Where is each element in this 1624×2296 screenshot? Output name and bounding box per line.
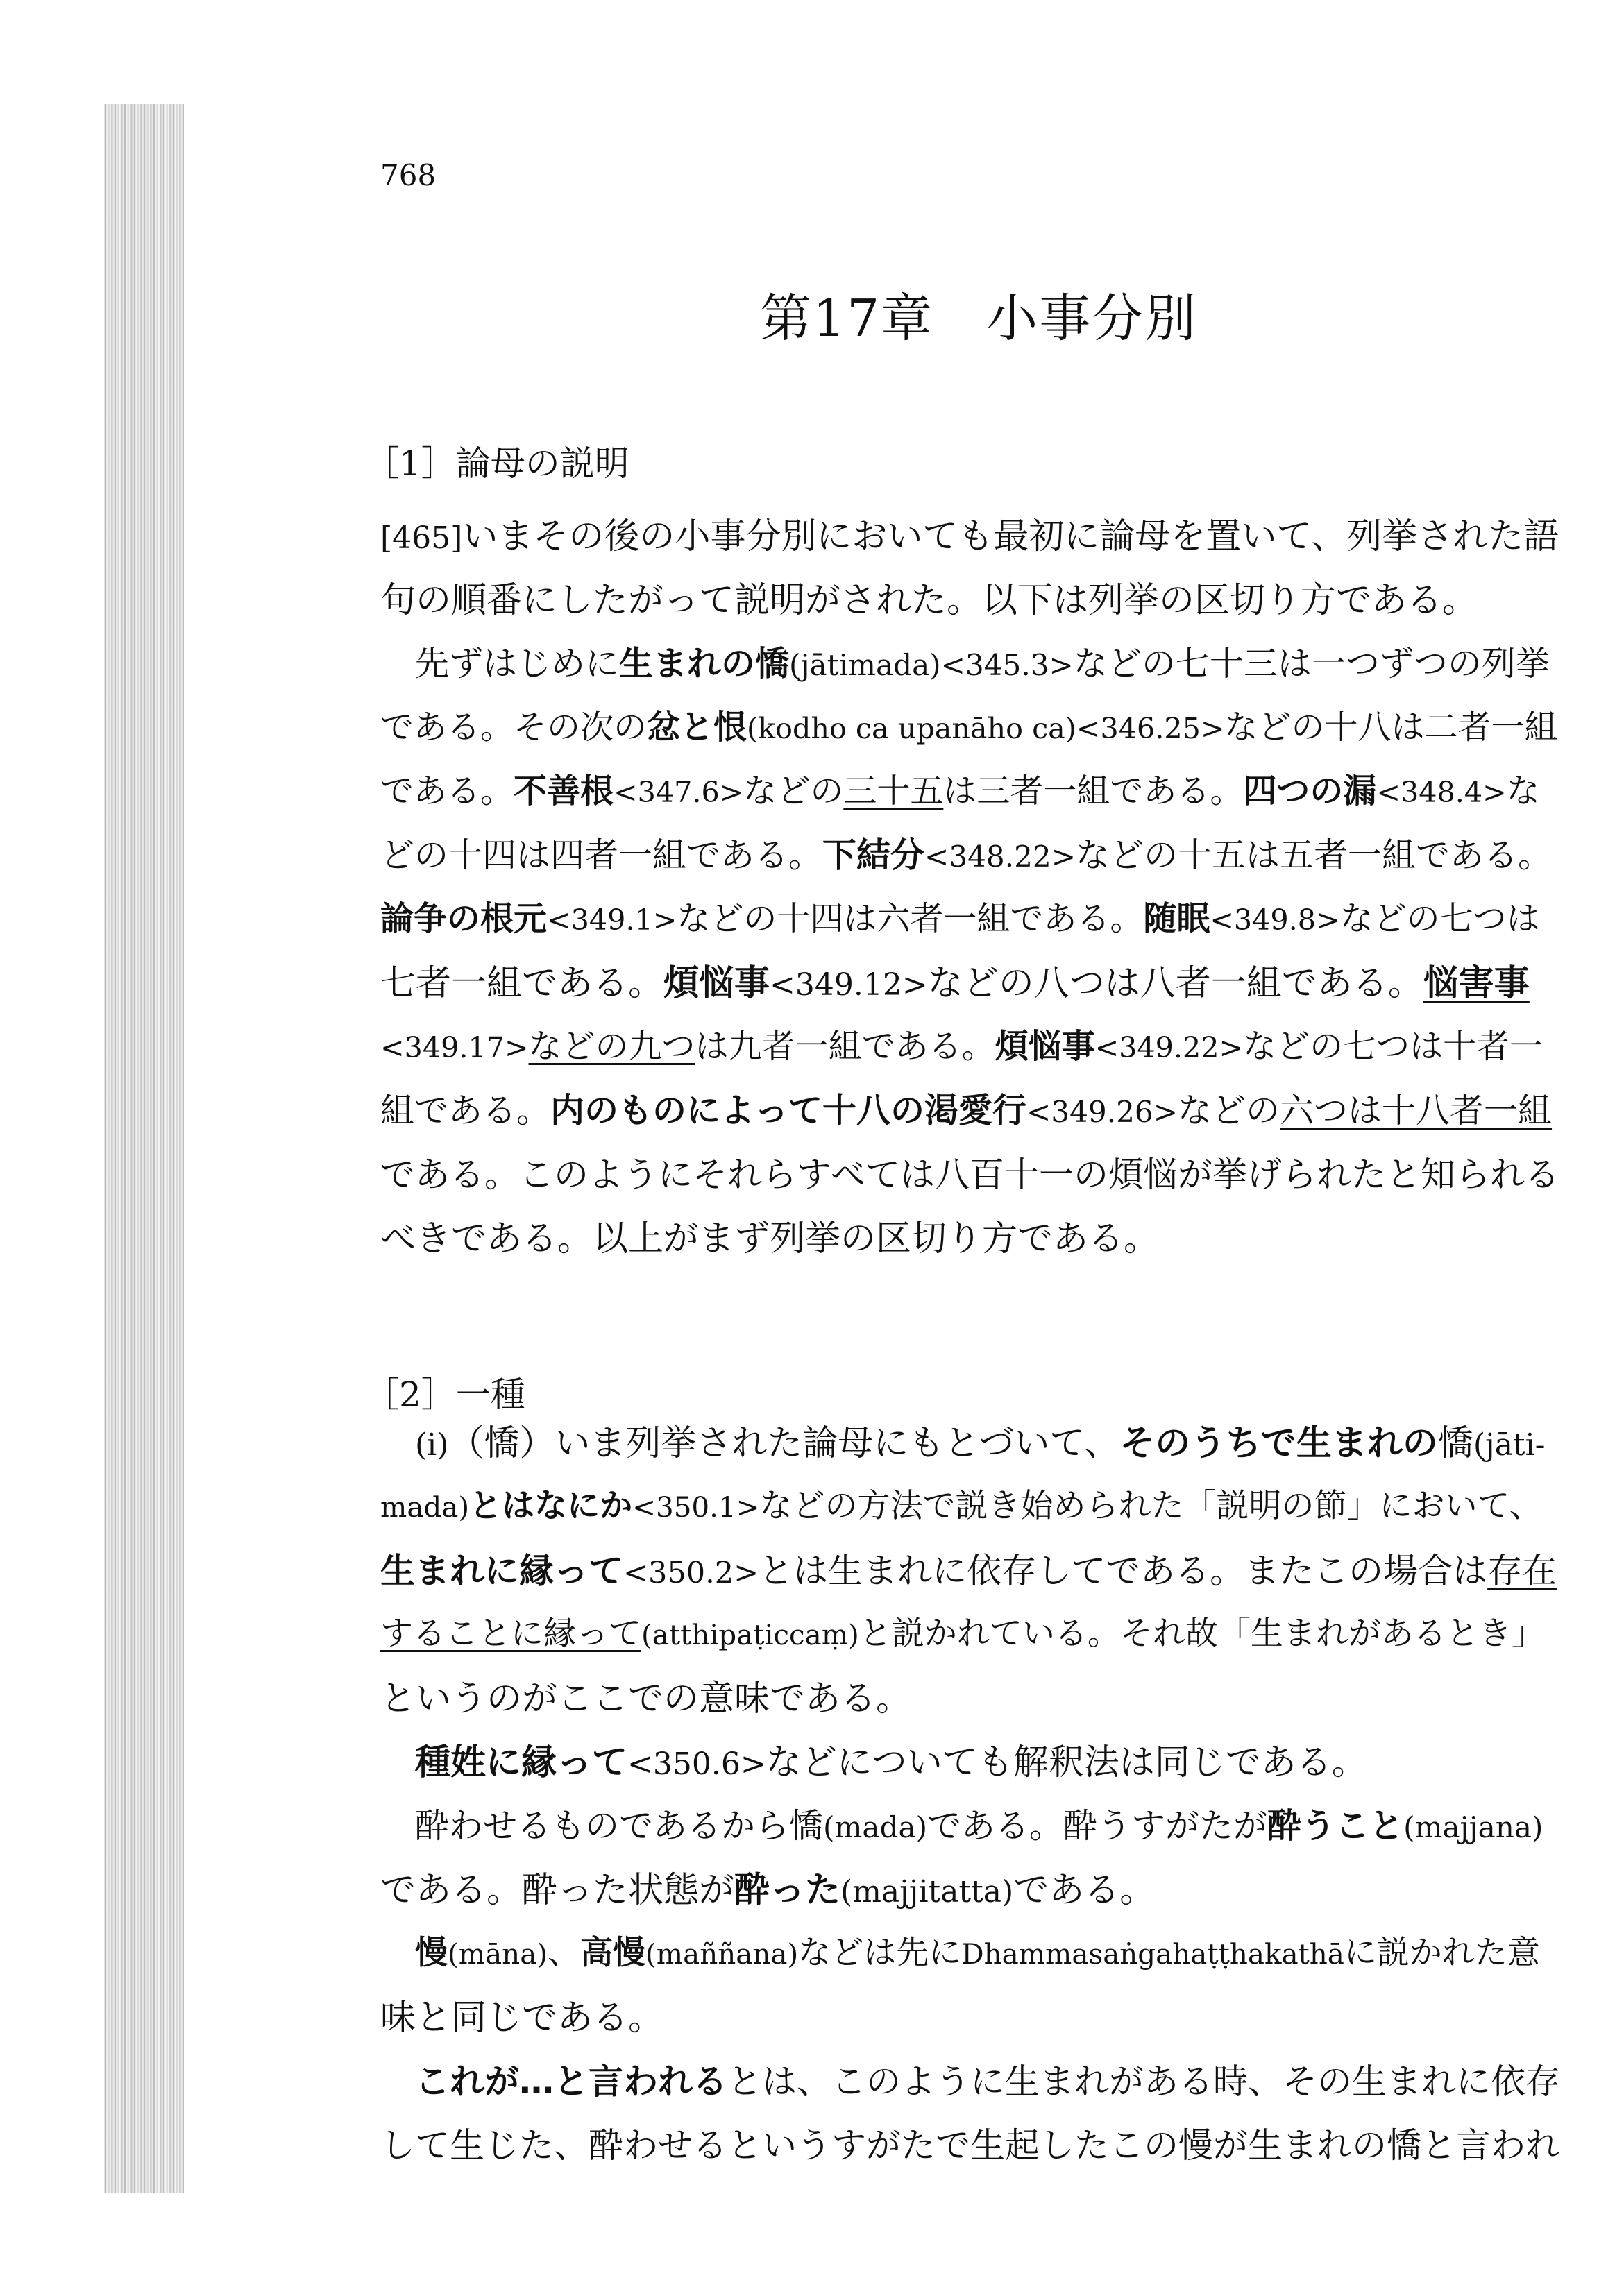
text-segment: である。その次の — [380, 708, 648, 747]
text-segment: (jātimada)<345.3> — [789, 648, 1074, 682]
text-segment: 四つの漏 — [1243, 772, 1377, 810]
text-segment: などの七つは十者一 — [1243, 1027, 1543, 1066]
text-line — [380, 1870, 1156, 1911]
text-segment: などの方法で説き始められた「説明の節」において、 — [759, 1487, 1542, 1525]
text-segment: 随眠 — [1143, 899, 1210, 938]
text-segment: これが…と言われる — [415, 2061, 727, 2102]
text-line — [380, 516, 1559, 557]
text-line — [415, 1806, 1543, 1846]
text-segment: などの十八は二者一組 — [1224, 708, 1558, 747]
text-segment: 憍 — [1437, 1423, 1473, 1464]
text-line — [415, 1423, 1546, 1464]
text-segment: 慢 — [415, 1934, 448, 1972]
text-segment: (atthipaṭiccaṃ) — [641, 1618, 859, 1651]
text-segment: などの — [1178, 1091, 1280, 1130]
text-segment: (majjitatta) — [840, 1874, 1014, 1910]
text-segment: <349.8> — [1210, 903, 1340, 937]
text-line — [380, 963, 1530, 1004]
text-segment: そのうちで生まれの — [1119, 1423, 1438, 1464]
text-segment: は九者一組である。 — [695, 1027, 995, 1066]
text-segment: 酔わせるものであるから憍 — [415, 1806, 824, 1846]
section-heading: ［1］論母の説明 — [364, 443, 629, 484]
text-segment: 高慢 — [580, 1934, 646, 1972]
text-segment: 存在 — [1487, 1551, 1557, 1591]
text-segment: 、 — [548, 1934, 581, 1972]
text-segment: mada) — [380, 1490, 470, 1524]
text-line — [380, 835, 1553, 875]
text-segment: というのがここでの意味である。 — [380, 1678, 912, 1719]
text-line — [380, 1998, 664, 2039]
page-number: 768 — [380, 158, 437, 192]
text-segment: などの十五は五者一組である。 — [1076, 835, 1553, 875]
text-segment: 悩害事 — [1423, 963, 1530, 1004]
text-line — [380, 2125, 1560, 2166]
text-line — [415, 644, 1550, 683]
text-segment: などの七つは — [1339, 899, 1540, 938]
text-segment: どの十四は四者一組である。 — [380, 835, 823, 875]
text-segment: とはなにか — [469, 1487, 633, 1525]
text-segment: と説かれている。それ故「生まれがあるとき」 — [858, 1615, 1544, 1653]
text-segment: （憍）いま列挙された論母にもとづいて、 — [448, 1423, 1120, 1464]
text-line — [380, 1551, 1557, 1591]
text-segment: とは生まれに依存してである。またこの場合は — [759, 1551, 1488, 1591]
text-segment: Dhammasaṅgahaṭṭhakathā — [961, 1937, 1344, 1971]
text-segment: <349.17> — [380, 1031, 529, 1064]
text-line — [380, 899, 1540, 938]
text-segment: <349.1> — [547, 903, 677, 937]
text-line — [380, 1678, 912, 1719]
text-line — [380, 1091, 1553, 1130]
text-segment: (māna) — [448, 1937, 548, 1971]
text-segment: 種姓に縁って — [415, 1742, 628, 1783]
text-segment: <350.1> — [632, 1490, 760, 1524]
text-segment: (majjana) — [1403, 1810, 1543, 1844]
text-segment: 酔うこと — [1267, 1806, 1404, 1846]
text-segment: 酔った — [734, 1870, 841, 1911]
text-segment: 下結分 — [822, 835, 925, 875]
text-segment: 味と同じである。 — [380, 1998, 664, 2039]
text-line — [380, 1487, 1542, 1525]
text-segment: 先ずはじめに — [415, 644, 620, 683]
text-line — [380, 774, 1540, 808]
text-segment: (i) — [415, 1427, 449, 1463]
text-segment: 内のものによって十八の渇愛行 — [550, 1091, 1027, 1130]
text-line — [380, 1027, 1543, 1066]
text-segment: <349.22> — [1094, 1031, 1244, 1064]
text-segment: することに縁って — [380, 1615, 641, 1653]
text-line — [415, 1742, 1367, 1783]
text-segment: 煩悩事 — [663, 963, 770, 1004]
text-segment: (mada) — [823, 1810, 928, 1844]
text-segment: <348.22> — [924, 840, 1076, 874]
chapter-title: 第17章 小事分別 — [760, 289, 1198, 348]
text-segment: 句の順番にしたがって説明がされた。以下は列挙の区切り方である。 — [380, 580, 1478, 621]
text-segment: <349.26> — [1026, 1095, 1178, 1129]
text-segment: <348.4> — [1376, 776, 1507, 809]
text-segment: [465] — [380, 520, 463, 556]
text-segment: とは、このように生まれがある時、その生まれに依存 — [727, 2061, 1560, 2102]
text-segment: <347.6> — [614, 776, 744, 809]
text-segment: べきである。以上がまず列挙の区切り方である。 — [380, 1218, 1160, 1259]
text-line — [380, 1155, 1559, 1195]
text-line — [415, 2061, 1560, 2102]
text-segment: である。 — [380, 772, 514, 810]
text-segment: などの九つ — [528, 1027, 695, 1066]
text-segment: である。酔うすがたが — [927, 1806, 1268, 1846]
text-segment: 七者一組である。 — [380, 963, 664, 1004]
text-segment: 三十五 — [843, 772, 944, 810]
text-segment: に説かれた意 — [1344, 1934, 1540, 1972]
text-segment: 論争の根元 — [380, 899, 548, 938]
text-segment: である。このようにそれらすべては八百十一の煩悩が挙げられたと知られる — [380, 1155, 1559, 1195]
text-line — [415, 1934, 1540, 1972]
text-segment: 組である。 — [380, 1091, 551, 1130]
text-segment: などは先に — [798, 1934, 962, 1972]
text-segment: 忿と恨 — [647, 708, 747, 747]
text-segment: などの十四は六者一組である。 — [677, 899, 1144, 938]
text-line — [380, 580, 1478, 621]
text-segment: である。 — [1013, 1870, 1156, 1911]
text-segment: 煩悩事 — [995, 1027, 1095, 1066]
text-segment: (maññana) — [645, 1937, 799, 1971]
text-line — [380, 1615, 1544, 1653]
text-segment: いまその後の小事分別においても最初に論母を置いて、列挙された語 — [462, 516, 1559, 557]
text-segment: な — [1506, 772, 1540, 810]
text-segment: 不善根 — [514, 772, 614, 810]
text-line — [380, 708, 1558, 747]
text-segment: 生まれの憍 — [619, 644, 790, 683]
text-segment: (jāti- — [1473, 1427, 1546, 1463]
text-segment: などの七十三は一つずつの列挙 — [1073, 644, 1550, 683]
text-segment: 生まれに縁って — [380, 1551, 623, 1591]
text-segment: <350.2> — [623, 1556, 759, 1590]
text-segment: などの八つは八者一組である。 — [927, 963, 1423, 1004]
text-segment: <350.6> — [627, 1746, 766, 1782]
text-segment: である。酔った状態が — [380, 1870, 735, 1911]
text-segment: (kodho ca upanāho ca)<346.25> — [747, 712, 1225, 745]
text-segment: <349.12> — [770, 967, 928, 1003]
binding-shadow — [104, 104, 184, 2193]
text-segment: して生じた、酔わせるというすがたで生起したこの慢が生まれの憍と言われ — [380, 2125, 1560, 2166]
text-segment: 六つは十八者一組 — [1280, 1091, 1553, 1130]
text-segment: は三者一組である。 — [943, 772, 1244, 810]
text-segment: などの — [743, 772, 844, 810]
text-segment: などについても解釈法は同じである。 — [766, 1742, 1367, 1783]
section-heading: ［2］一種 — [364, 1375, 525, 1415]
text-line — [380, 1218, 1160, 1259]
